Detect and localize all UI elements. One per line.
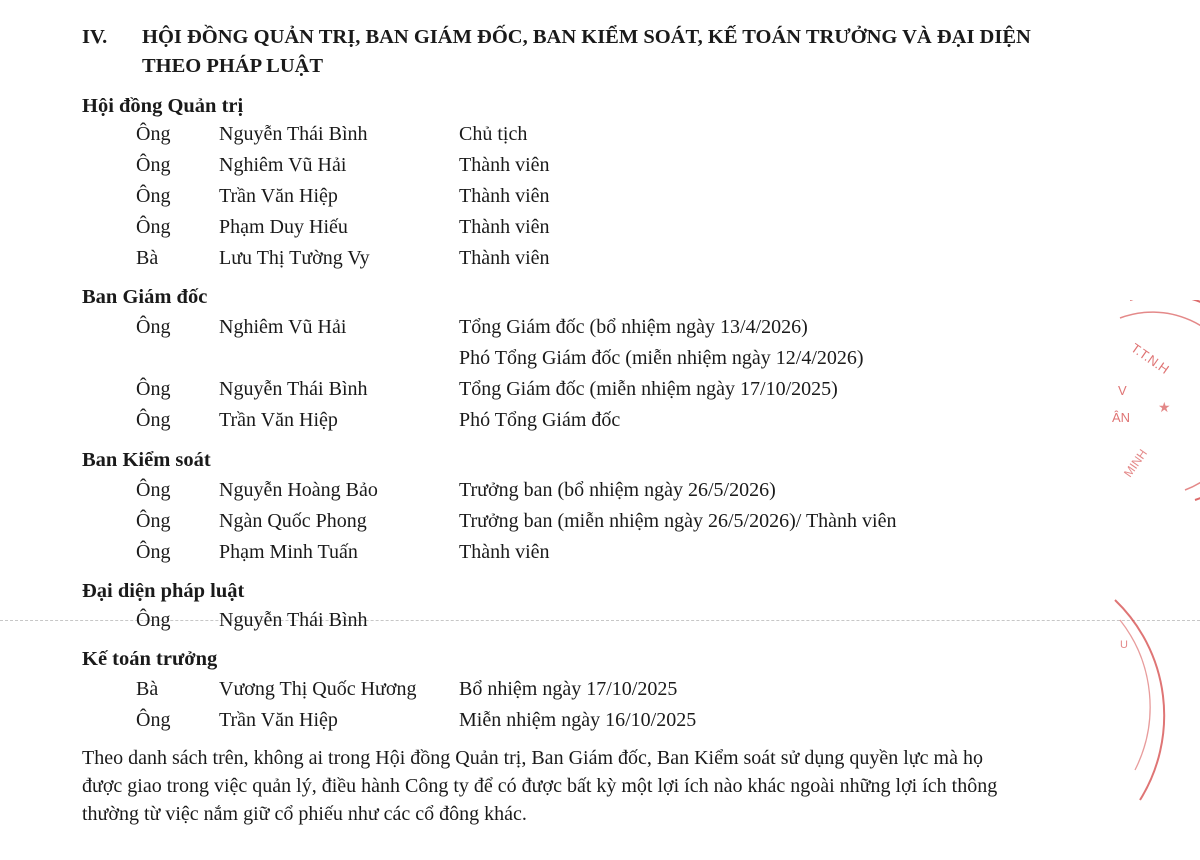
svg-text:MINH: MINH: [1120, 446, 1151, 480]
member-role: Thành viên: [459, 216, 550, 238]
svg-text:ÂN: ÂN: [1112, 410, 1131, 425]
member-name: Nghiêm Vũ Hải: [219, 154, 347, 176]
list-item: [0, 707, 1200, 733]
salutation: Ông: [136, 541, 171, 563]
section-number: IV.: [82, 26, 108, 48]
list-item: [0, 121, 1200, 147]
member-name: Nguyễn Thái Bình: [219, 378, 368, 400]
svg-text:V: V: [1118, 383, 1127, 398]
directors-title: Ban Giám đốc: [82, 286, 208, 308]
company-seal-icon: [1090, 300, 1200, 860]
list-item: [0, 607, 1200, 633]
member-role: Thành viên: [459, 247, 550, 269]
salutation: Ông: [136, 216, 171, 238]
list-item: [0, 477, 1200, 503]
salutation: Ông: [136, 378, 171, 400]
member-name: Trần Văn Hiệp: [219, 185, 338, 207]
statement-line: Theo danh sách trên, không ai trong Hội đồng Quản trị, Ban Giám đốc, Ban Kiểm soát sử dụng quyền lực mà họ: [82, 747, 983, 769]
member-role: Trưởng ban (miễn nhiệm ngày 26/5/2026)/ Thành viên: [459, 510, 897, 532]
board-title: Hội đồng Quản trị: [82, 95, 244, 117]
member-role: Thành viên: [459, 185, 550, 207]
member-role: Phó Tổng Giám đốc (miễn nhiệm ngày 12/4/2026): [459, 347, 864, 369]
list-item: [0, 508, 1200, 534]
member-role: Miễn nhiệm ngày 16/10/2025: [459, 709, 697, 731]
salutation: Ông: [136, 123, 171, 145]
member-role: Bổ nhiệm ngày 17/10/2025: [459, 678, 678, 700]
salutation: Bà: [136, 678, 159, 700]
member-role: Chủ tịch: [459, 123, 528, 145]
salutation: Bà: [136, 247, 159, 269]
salutation: Ông: [136, 479, 171, 501]
member-role: Thành viên: [459, 541, 550, 563]
member-role: Tổng Giám đốc (bổ nhiệm ngày 13/4/2026): [459, 316, 808, 338]
member-name: Phạm Minh Tuấn: [219, 541, 358, 563]
list-item: [0, 152, 1200, 178]
member-role: Thành viên: [459, 154, 550, 176]
salutation: Ông: [136, 510, 171, 532]
svg-text:★: ★: [1158, 400, 1171, 416]
statement-line: được giao trong việc quản lý, điều hành Công ty để có được bất kỳ một lợi ích nào khác ngoài những lợi ích thông: [82, 775, 998, 797]
list-item: [0, 676, 1200, 702]
chief-accountant-title: Kế toán trưởng: [82, 648, 218, 670]
salutation: Ông: [136, 709, 171, 731]
salutation: Ông: [136, 185, 171, 207]
list-item: [0, 183, 1200, 209]
section-title-line1: HỘI ĐỒNG QUẢN TRỊ, BAN GIÁM ĐỐC, BAN KIỂM SOÁT, KẾ TOÁN TRƯỞNG VÀ ĐẠI DIỆN: [142, 26, 1031, 48]
member-name: Phạm Duy Hiếu: [219, 216, 348, 238]
statement-line: thường từ việc nắm giữ cổ phiếu như các cổ đông khác.: [82, 803, 527, 825]
member-name: Nguyễn Thái Bình: [219, 123, 368, 145]
member-name: Nguyễn Thái Bình: [219, 609, 368, 631]
member-name: Nguyễn Hoàng Bảo: [219, 479, 378, 501]
legal-rep-title: Đại diện pháp luật: [82, 580, 245, 602]
member-name: Trần Văn Hiệp: [219, 709, 338, 731]
salutation: Ông: [136, 154, 171, 176]
supervisory-title: Ban Kiểm soát: [82, 449, 211, 471]
member-name: Vương Thị Quốc Hương: [219, 678, 417, 700]
member-name: Lưu Thị Tường Vy: [219, 247, 370, 269]
list-item: [0, 245, 1200, 271]
salutation: Ông: [136, 609, 171, 631]
list-item: [0, 314, 1200, 340]
member-name: Nghiêm Vũ Hải: [219, 316, 347, 338]
svg-text:T.T.N.H: T.T.N.H: [1128, 340, 1172, 377]
list-item: [0, 376, 1200, 402]
list-item: [0, 539, 1200, 565]
member-name: Ngàn Quốc Phong: [219, 510, 367, 532]
member-role: Phó Tổng Giám đốc: [459, 409, 621, 431]
svg-text:U: U: [1120, 639, 1128, 651]
statement-paragraph: [82, 744, 1142, 828]
salutation: Ông: [136, 409, 171, 431]
list-item: [0, 214, 1200, 240]
section-title-line2: THEO PHÁP LUẬT: [142, 55, 324, 77]
list-item: [0, 407, 1200, 433]
salutation: Ông: [136, 316, 171, 338]
member-role: Trưởng ban (bổ nhiệm ngày 26/5/2026): [459, 479, 776, 501]
member-role: Tổng Giám đốc (miễn nhiệm ngày 17/10/2025): [459, 378, 838, 400]
member-name: Trần Văn Hiệp: [219, 409, 338, 431]
list-item: [0, 345, 1200, 371]
